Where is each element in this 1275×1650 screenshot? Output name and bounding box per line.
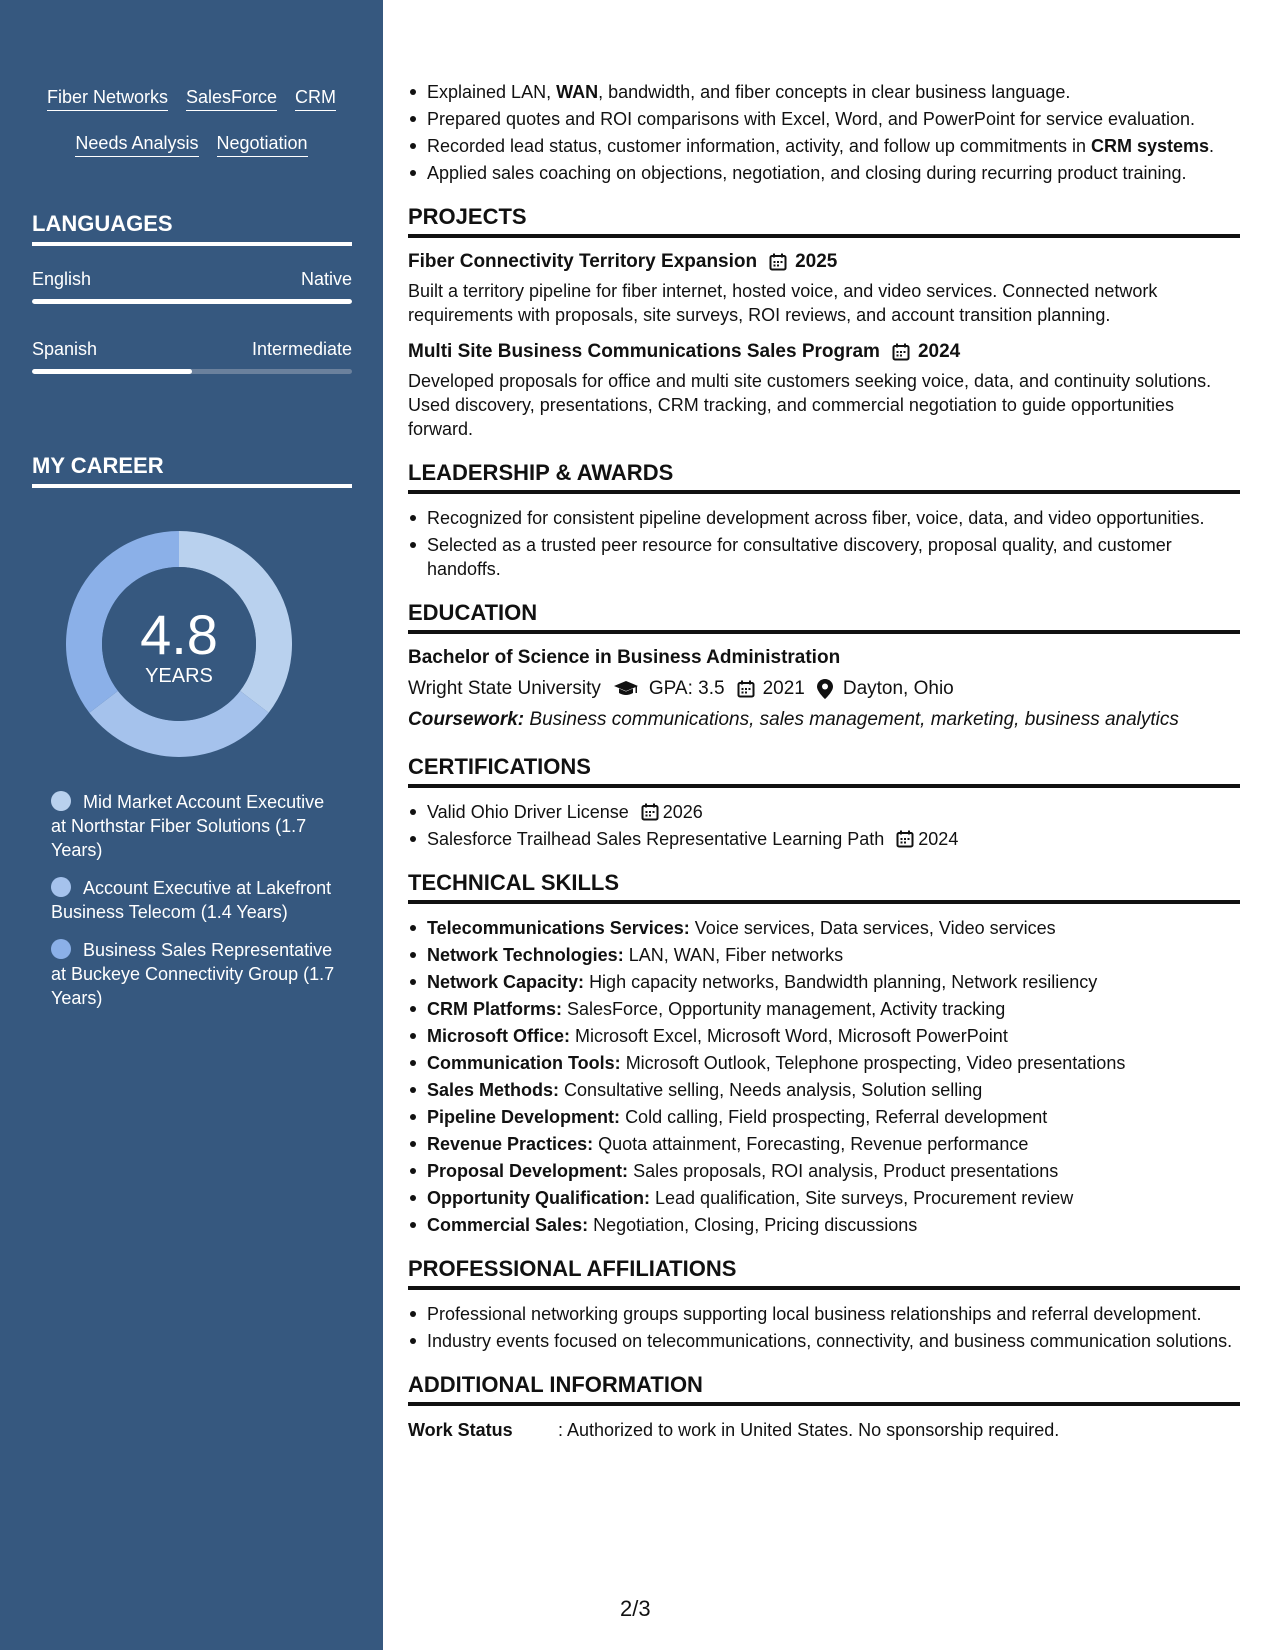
skill-item: Telecommunications Services: Voice services, Data services, Video services xyxy=(408,916,1240,940)
experience-bullet: Applied sales coaching on objections, negotiation, and closing during recurring product training. xyxy=(408,161,1240,185)
skill-tags xyxy=(0,86,383,178)
leadership-heading: LEADERSHIP & AWARDS xyxy=(408,460,1240,494)
affiliations-heading: PROFESSIONAL AFFILIATIONS xyxy=(408,1256,1240,1290)
skill-tag-row xyxy=(0,132,383,157)
career-item xyxy=(51,790,341,862)
work-status-label: Work Status xyxy=(408,1420,513,1440)
languages-heading: LANGUAGES xyxy=(32,211,352,246)
leadership-item: Selected as a trusted peer resource for consultative discovery, proposal quality, and customer handoffs. xyxy=(408,533,1240,581)
language-name: Spanish xyxy=(32,339,98,359)
main-content xyxy=(408,80,1240,1442)
sidebar xyxy=(0,0,383,1650)
career-item-text: Business Sales Representative at Buckeye Connectivity Group (1.7 Years) xyxy=(51,940,335,1008)
work-status-value: : Authorized to work in United States. No sponsorship required. xyxy=(558,1420,1060,1440)
certification-year: 2026 xyxy=(662,802,703,822)
certification-item xyxy=(408,800,1240,824)
technical-skills-heading: TECHNICAL SKILLS xyxy=(408,870,1240,904)
leadership-item: Recognized for consistent pipeline development across fiber, voice, data, and video opportunities. xyxy=(408,506,1240,530)
skill-item: Network Technologies: LAN, WAN, Fiber networks xyxy=(408,943,1240,967)
affiliations-list xyxy=(408,1302,1240,1353)
page-number: 2/3 xyxy=(620,1596,651,1621)
career-total-unit: YEARS xyxy=(145,665,213,687)
skill-item: Network Capacity: High capacity networks, Bandwidth planning, Network resiliency xyxy=(408,970,1240,994)
experience-bullet: Explained LAN, WAN, bandwidth, and fiber concepts in clear business language. xyxy=(408,80,1240,104)
education-location: Dayton, Ohio xyxy=(842,678,954,699)
education-school: Wright State University xyxy=(408,678,601,699)
language-proficiency-bar xyxy=(32,299,352,304)
career-dot-icon xyxy=(51,939,71,959)
skill-item: Microsoft Office: Microsoft Excel, Microsoft Word, Microsoft PowerPoint xyxy=(408,1024,1240,1048)
leadership-list xyxy=(408,506,1240,581)
skill-tag-negotiation[interactable]: Negotiation xyxy=(217,132,308,157)
projects-heading: PROJECTS xyxy=(408,204,1240,238)
calendar-icon xyxy=(896,830,914,848)
certifications-heading: CERTIFICATIONS xyxy=(408,754,1240,788)
skill-item: Proposal Development: Sales proposals, ROI analysis, Product presentations xyxy=(408,1159,1240,1183)
skill-tag-salesforce[interactable]: SalesForce xyxy=(186,86,277,111)
technical-skills-list xyxy=(408,916,1240,1237)
skill-item: Opportunity Qualification: Lead qualification, Site surveys, Procurement review xyxy=(408,1186,1240,1210)
additional-info-heading: ADDITIONAL INFORMATION xyxy=(408,1372,1240,1406)
affiliation-item: Professional networking groups supporting local business relationships and referral development. xyxy=(408,1302,1240,1326)
education-meta xyxy=(408,677,1240,701)
skill-item: Pipeline Development: Cold calling, Field prospecting, Referral development xyxy=(408,1105,1240,1129)
career-item-text: Mid Market Account Executive at Northstar Fiber Solutions (1.7 Years) xyxy=(51,792,325,860)
skill-item: Commercial Sales: Negotiation, Closing, Pricing discussions xyxy=(408,1213,1240,1237)
career-list xyxy=(51,790,341,1024)
language-level: Native xyxy=(300,269,352,289)
career-total-years: 4.8 xyxy=(140,603,218,666)
language-proficiency-fill xyxy=(32,299,352,304)
language-name: English xyxy=(32,269,92,289)
education-year: 2021 xyxy=(762,678,805,699)
project-item xyxy=(408,250,1240,327)
language-proficiency-bar xyxy=(32,369,352,374)
skill-item: Revenue Practices: Quota attainment, Forecasting, Revenue performance xyxy=(408,1132,1240,1156)
project-item xyxy=(408,340,1240,441)
location-pin-icon xyxy=(817,679,833,699)
certification-item xyxy=(408,827,1240,851)
project-title: Multi Site Business Communications Sales Program xyxy=(408,341,880,362)
career-heading: MY CAREER xyxy=(32,453,352,488)
skill-tag-fiber-networks[interactable]: Fiber Networks xyxy=(47,86,168,111)
work-status-row xyxy=(408,1418,1240,1442)
education-coursework xyxy=(408,708,1240,732)
calendar-icon xyxy=(769,253,787,271)
experience-bullets xyxy=(408,80,1240,185)
project-title: Fiber Connectivity Territory Expansion xyxy=(408,251,758,272)
calendar-icon xyxy=(641,803,659,821)
career-item-text: Account Executive at Lakefront Business Telecom (1.4 Years) xyxy=(51,878,332,922)
career-item xyxy=(51,938,341,1010)
education-heading: EDUCATION xyxy=(408,600,1240,634)
skill-tag-crm[interactable]: CRM xyxy=(295,86,336,111)
language-english xyxy=(32,268,352,304)
project-description: Developed proposals for office and multi site customers seeking voice, data, and continuity solutions. Used discovery, presentations, CRM tracking, and commercial negotiation to guide opportunities forward. xyxy=(408,371,1212,439)
language-level: Intermediate xyxy=(251,339,352,359)
experience-bullet: Recorded lead status, customer information, activity, and follow up commitments in CRM systems. xyxy=(408,134,1240,158)
skill-item: Sales Methods: Consultative selling, Needs analysis, Solution selling xyxy=(408,1078,1240,1102)
career-dot-icon xyxy=(51,877,71,897)
project-year: 2025 xyxy=(795,251,838,272)
education-gpa: GPA: 3.5 xyxy=(648,678,725,699)
career-dot-icon xyxy=(51,791,71,811)
graduation-cap-icon xyxy=(613,679,639,699)
skill-tag-needs-analysis[interactable]: Needs Analysis xyxy=(75,132,198,157)
career-item xyxy=(51,876,341,924)
education-degree: Bachelor of Science in Business Administration xyxy=(408,647,841,668)
language-spanish xyxy=(32,338,352,374)
experience-bullet: Prepared quotes and ROI comparisons with Excel, Word, and PowerPoint for service evaluation. xyxy=(408,107,1240,131)
calendar-icon xyxy=(892,343,910,361)
skill-tag-row xyxy=(0,86,383,111)
project-description: Built a territory pipeline for fiber internet, hosted voice, and video services. Connected network requirements with proposals, site surveys, ROI reviews, and account transition planning. xyxy=(408,281,1158,325)
coursework-text: Business communications, sales management, marketing, business analytics xyxy=(529,709,1179,730)
certifications-list xyxy=(408,800,1240,851)
calendar-icon xyxy=(737,680,755,698)
language-proficiency-fill xyxy=(32,369,192,374)
certification-year: 2024 xyxy=(918,829,959,849)
skill-item: CRM Platforms: SalesForce, Opportunity management, Activity tracking xyxy=(408,997,1240,1021)
project-year: 2024 xyxy=(917,341,961,362)
certification-name: Salesforce Trailhead Sales Representative Learning Path xyxy=(427,829,885,849)
certification-name: Valid Ohio Driver License xyxy=(427,802,629,822)
coursework-label: Coursework: xyxy=(408,709,525,730)
career-donut-chart xyxy=(66,531,292,757)
affiliation-item: Industry events focused on telecommunications, connectivity, and business communication solutions. xyxy=(408,1329,1240,1353)
skill-item: Communication Tools: Microsoft Outlook, Telephone prospecting, Video presentations xyxy=(408,1051,1240,1075)
